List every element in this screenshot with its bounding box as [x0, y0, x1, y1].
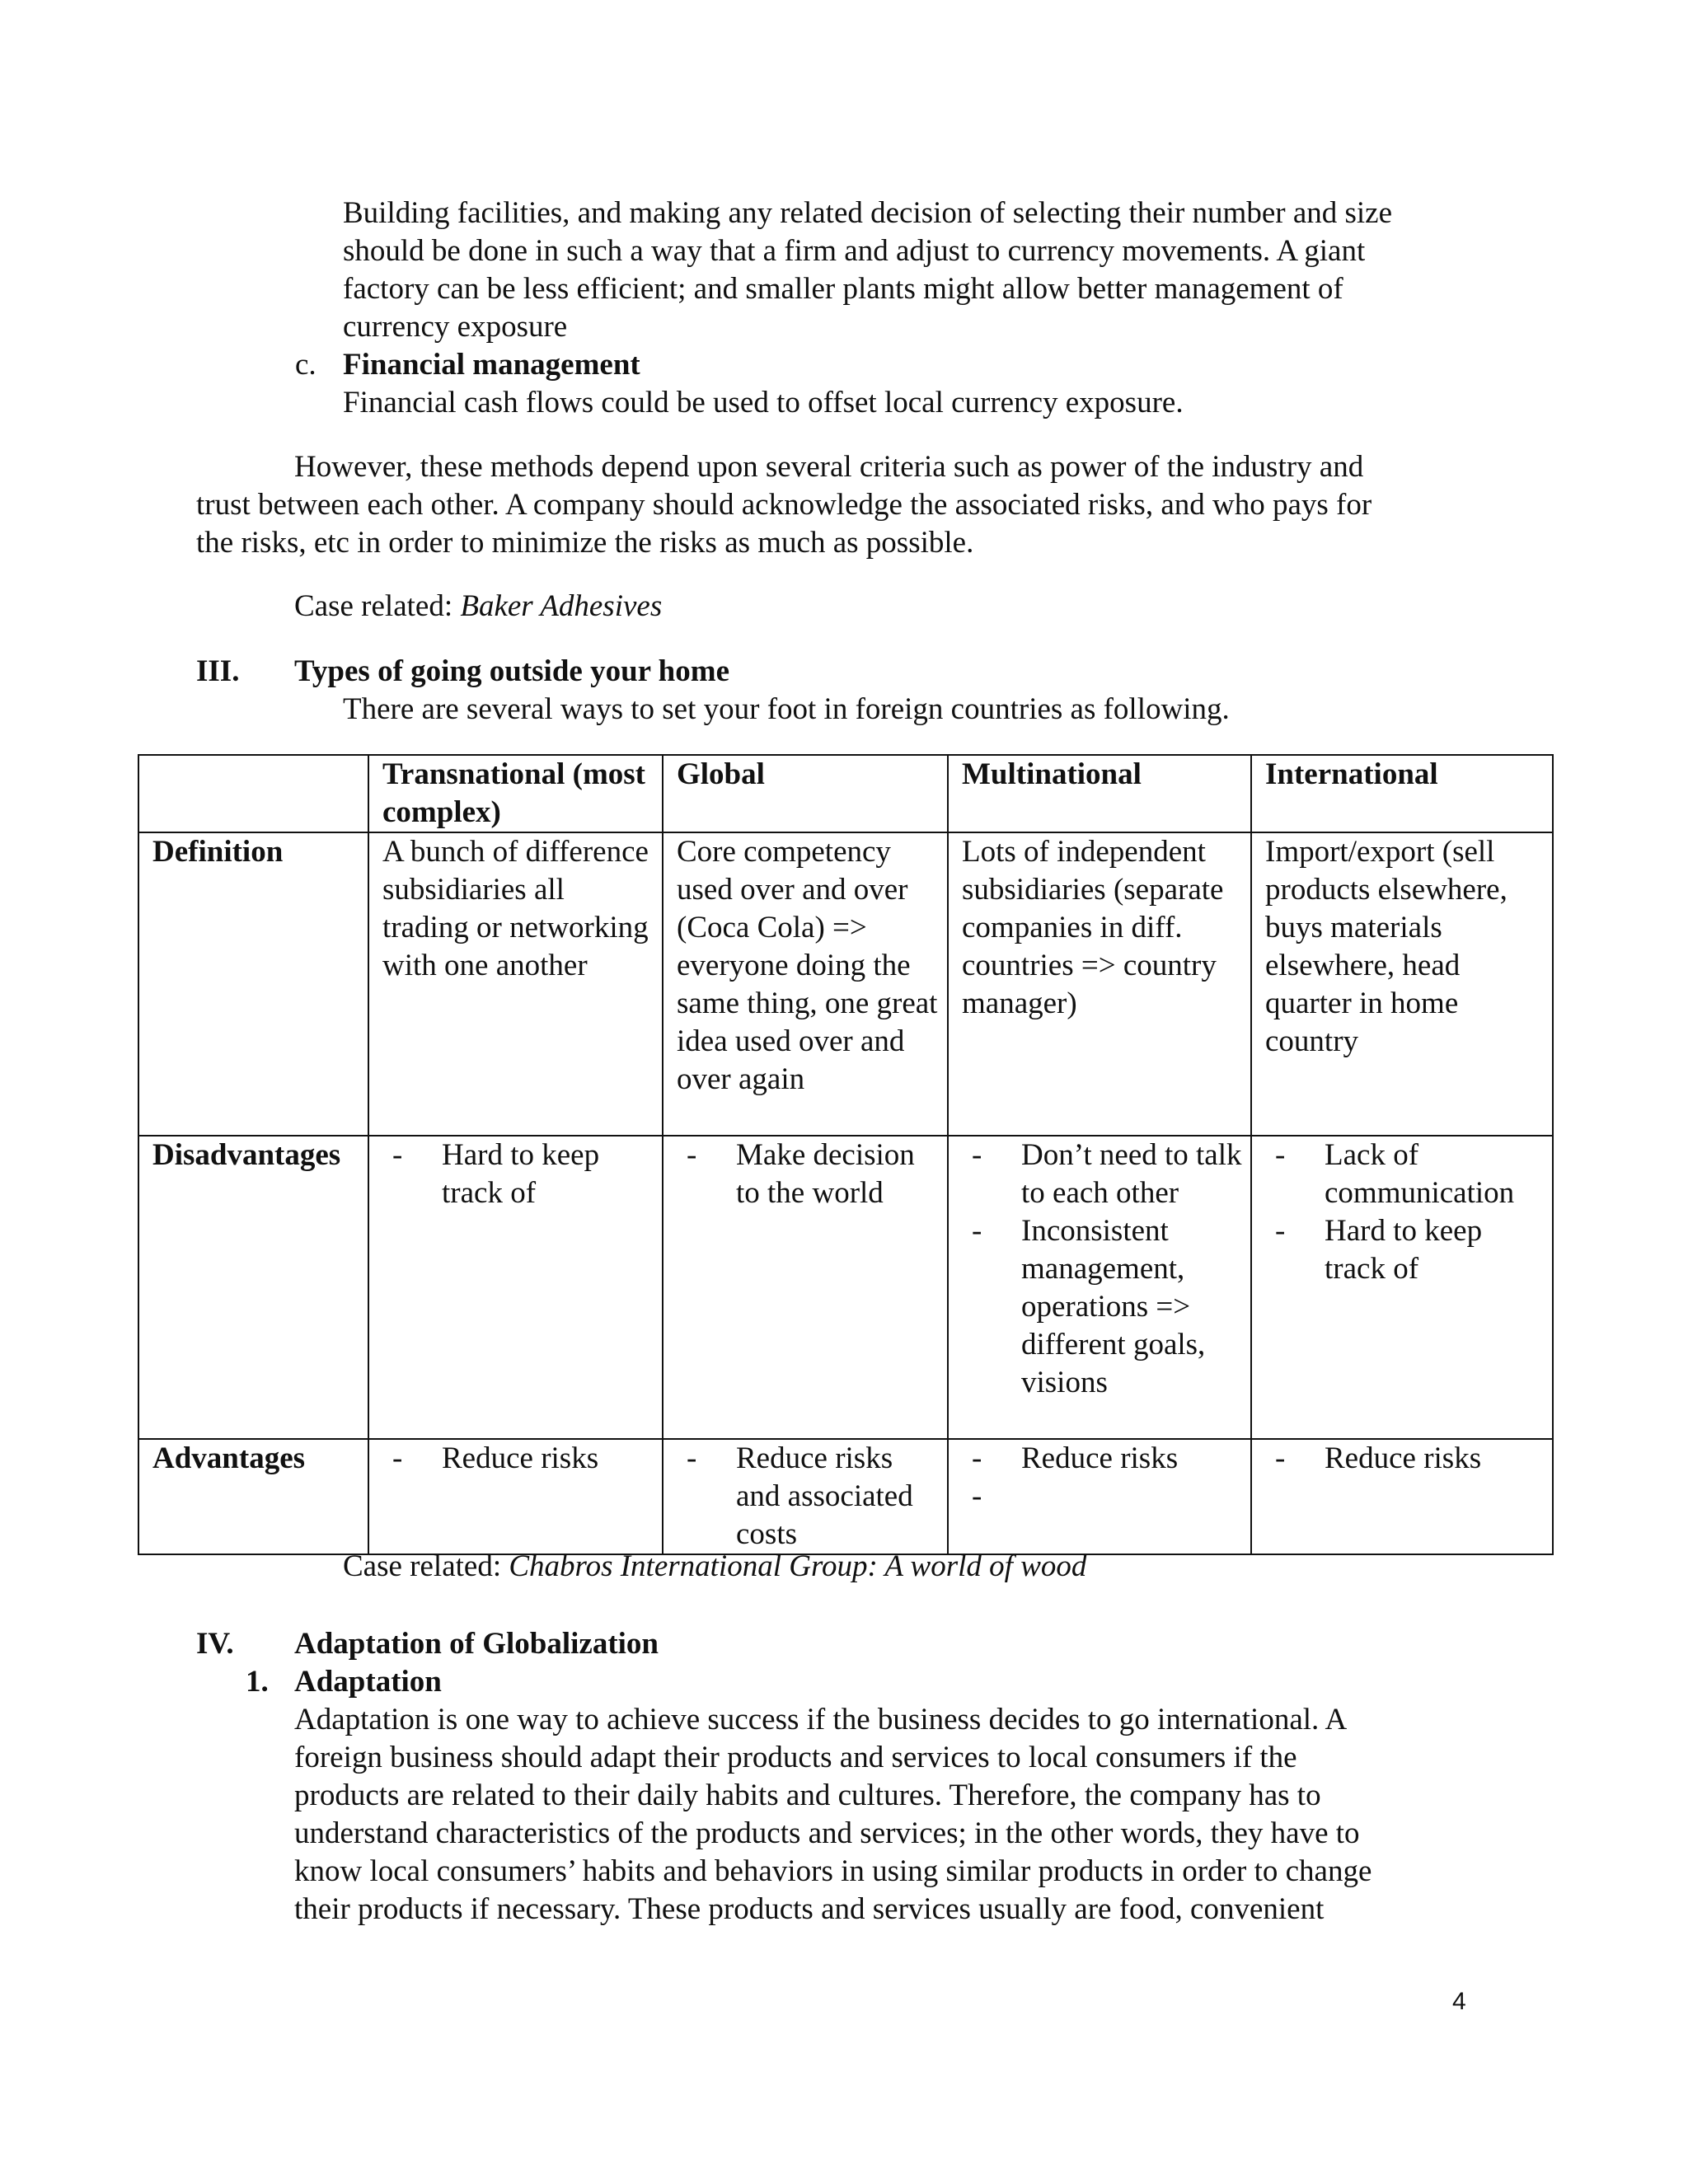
- however-line-1: However, these methods depend upon several criteria such as power of the industry and: [294, 450, 1364, 484]
- column-header-multinational: Multinational: [948, 755, 1251, 832]
- subsection-number: 1.: [246, 1665, 269, 1699]
- list-item: - Reduce risks: [1265, 1440, 1544, 1478]
- intro-line-2: should be done in such a way that a firm and adjust to currency movements. A giant: [343, 234, 1366, 268]
- item-c-heading: Financial management: [343, 348, 640, 382]
- table-corner-cell: [138, 755, 368, 832]
- case-related-title: Chabros International Group: A world of wood: [509, 1549, 1087, 1583]
- advantages-global: [663, 1439, 948, 1554]
- list-item: - Reduce risks and associated costs: [677, 1440, 939, 1554]
- globalization-types-table: [138, 754, 1554, 1555]
- list-item: - Hard to keep track of: [1265, 1212, 1544, 1288]
- section-3-heading: Types of going outside your home: [294, 654, 729, 688]
- case-related-1: [294, 588, 662, 626]
- adaptation-line-6: their products if necessary. These products and services usually are food, convenient: [294, 1892, 1325, 1926]
- row-label-definition: Definition: [138, 832, 368, 1136]
- section-4-heading: Adaptation of Globalization: [294, 1627, 659, 1661]
- list-item: - Hard to keep track of: [382, 1137, 654, 1212]
- page-number: 4: [1452, 1988, 1466, 2015]
- section-4-numeral: IV.: [196, 1627, 234, 1661]
- table-row-advantages: [138, 1439, 1553, 1554]
- definition-multinational: Lots of independent subsidiaries (separate companies in diff. countries => country manager): [948, 832, 1251, 1136]
- disadvantages-global: [663, 1136, 948, 1439]
- item-c-body: Financial cash flows could be used to offset local currency exposure.: [343, 386, 1184, 419]
- subsection-heading: Adaptation: [294, 1665, 442, 1699]
- adaptation-line-1: Adaptation is one way to achieve success if the business decides to go international. A: [294, 1703, 1348, 1736]
- list-item: - Reduce risks: [382, 1440, 654, 1478]
- case-related-label: Case related:: [343, 1549, 502, 1583]
- disadvantages-transnational: [368, 1136, 663, 1439]
- adaptation-line-3: products are related to their daily habits and cultures. Therefore, the company has to: [294, 1779, 1321, 1812]
- intro-line-1: Building facilities, and making any related decision of selecting their number and size: [343, 196, 1393, 230]
- column-header-transnational: Transnational (most complex): [368, 755, 663, 832]
- however-line-3: the risks, etc in order to minimize the risks as much as possible.: [196, 526, 974, 560]
- intro-line-3: factory can be less efficient; and smaller plants might allow better management of: [343, 272, 1343, 306]
- table-header-row: [138, 755, 1553, 832]
- adaptation-line-4: understand characteristics of the products and services; in the other words, they have to: [294, 1816, 1360, 1850]
- list-item: - Lack of communication: [1265, 1137, 1544, 1212]
- section-3-intro: There are several ways to set your foot in foreign countries as following.: [343, 692, 1230, 726]
- column-header-global: Global: [663, 755, 948, 832]
- adaptation-line-5: know local consumers’ habits and behaviors in using similar products in order to change: [294, 1854, 1372, 1888]
- list-item: - Don’t need to talk to each other: [962, 1137, 1242, 1212]
- definition-international: Import/export (sell products elsewhere, buys materials elsewhere, head quarter in home country: [1251, 832, 1553, 1136]
- table-row-disadvantages: [138, 1136, 1553, 1439]
- case-related-2: [343, 1548, 1086, 1586]
- row-label-disadvantages: Disadvantages: [138, 1136, 368, 1439]
- intro-line-4: currency exposure: [343, 310, 568, 344]
- case-related-label: Case related:: [294, 589, 453, 623]
- list-item: - Reduce risks: [962, 1440, 1242, 1478]
- row-label-advantages: Advantages: [138, 1439, 368, 1554]
- list-item: - Make decision to the world: [677, 1137, 939, 1212]
- adaptation-line-2: foreign business should adapt their products and services to local consumers if the: [294, 1741, 1297, 1774]
- however-line-2: trust between each other. A company should acknowledge the associated risks, and who pays for: [196, 488, 1372, 522]
- advantages-multinational: [948, 1439, 1251, 1554]
- case-related-title: Baker Adhesives: [460, 589, 663, 623]
- disadvantages-international: [1251, 1136, 1553, 1439]
- definition-global: Core competency used over and over (Coca Cola) => everyone doing the same thing, one great idea used over and over again: [663, 832, 948, 1136]
- disadvantages-multinational: [948, 1136, 1251, 1439]
- advantages-international: [1251, 1439, 1553, 1554]
- table-row-definition: [138, 832, 1553, 1136]
- list-item: - Inconsistent management, operations => different goals, visions: [962, 1212, 1242, 1402]
- advantages-transnational: [368, 1439, 663, 1554]
- section-3-numeral: III.: [196, 654, 240, 688]
- item-c-letter: c.: [295, 348, 316, 382]
- column-header-international: International: [1251, 755, 1553, 832]
- definition-transnational: A bunch of difference subsidiaries all trading or networking with one another: [368, 832, 663, 1136]
